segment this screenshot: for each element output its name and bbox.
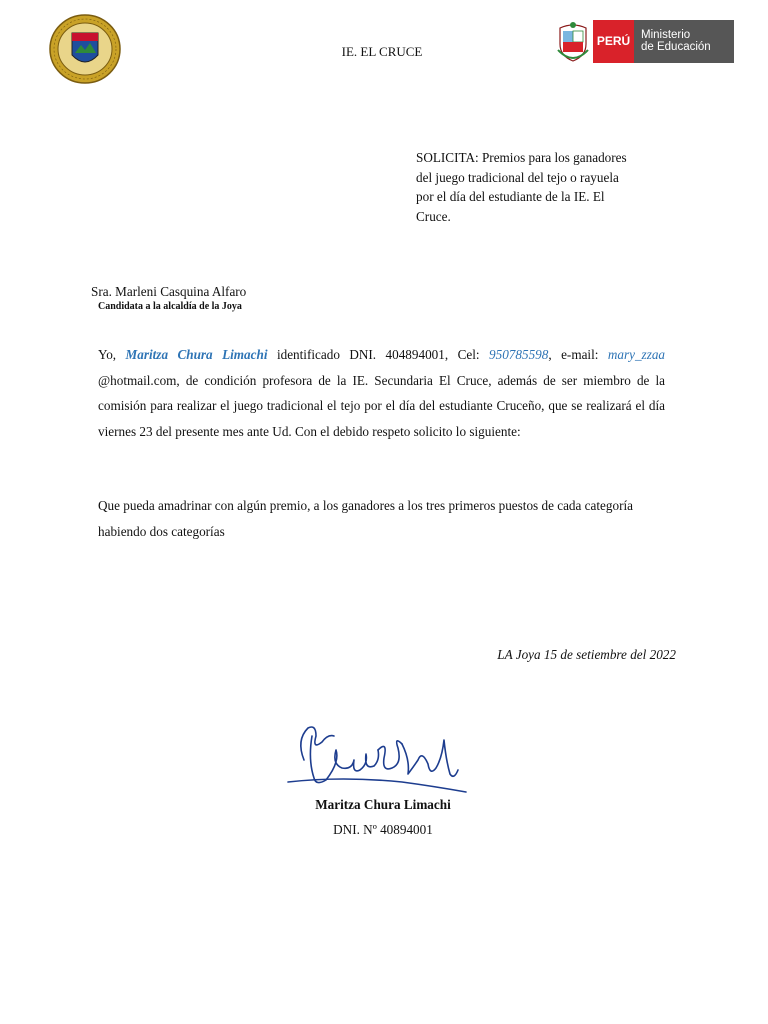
ministry-logo: [556, 20, 734, 63]
ministry-line-1: Ministerio: [641, 29, 691, 41]
body-paragraph: [98, 342, 665, 444]
peru-label: PERÚ: [593, 20, 634, 63]
addressee-title: Candidata a la alcaldía de la Joya: [98, 301, 242, 312]
addressee-name: Sra. Marleni Casquina Alfaro: [91, 284, 247, 299]
ministry-line-2: de Educación: [641, 41, 711, 53]
email-rest-text: @hotmail.com, de condición profesora de la IE. Secundaria El Cruce, además de ser miembro de la comisión para realizar el juego tradicional el tejo por el día del estudiante Cruceño, que se realizará el día viernes 23 del presente mes ante Ud. Con el debido respeto solicito lo siguiente:: [98, 372, 665, 439]
handwritten-signature-icon: [282, 720, 468, 796]
signer-dni: DNI. Nº 40894001: [333, 822, 433, 837]
date-line: LA Joya 15 de setiembre del 2022: [497, 647, 676, 662]
phone-number: 950785598: [489, 347, 549, 362]
solicita-line-3: por el día del estudiante de la IE. El: [416, 189, 605, 204]
email-label: , e-mail:: [548, 347, 608, 362]
email-user: mary_zzaa: [607, 347, 666, 362]
solicita-line-1: SOLICITA: Premios para los ganadores: [416, 150, 627, 165]
solicita-block: [416, 148, 686, 226]
request-paragraph: Que pueda amadrinar con algún premio, a los ganadores a los tres primeros puestos de cada categoría habiendo dos categorías: [98, 498, 633, 539]
solicita-line-2: del juego tradicional del tejo o rayuela: [416, 169, 619, 185]
ministry-label: [634, 20, 734, 63]
solicita-line-4: Cruce.: [416, 208, 451, 224]
peru-coat-of-arms-icon: [556, 20, 590, 63]
sender-name: Maritza Chura Limachi: [125, 347, 268, 362]
identified-text: identificado DNI. 404894001, Cel:: [267, 347, 489, 362]
greeting: Yo,: [98, 347, 126, 362]
school-name: IE. EL CRUCE: [341, 44, 423, 59]
school-seal-icon: [48, 13, 122, 85]
signer-name: Maritza Chura Limachi: [315, 797, 451, 812]
